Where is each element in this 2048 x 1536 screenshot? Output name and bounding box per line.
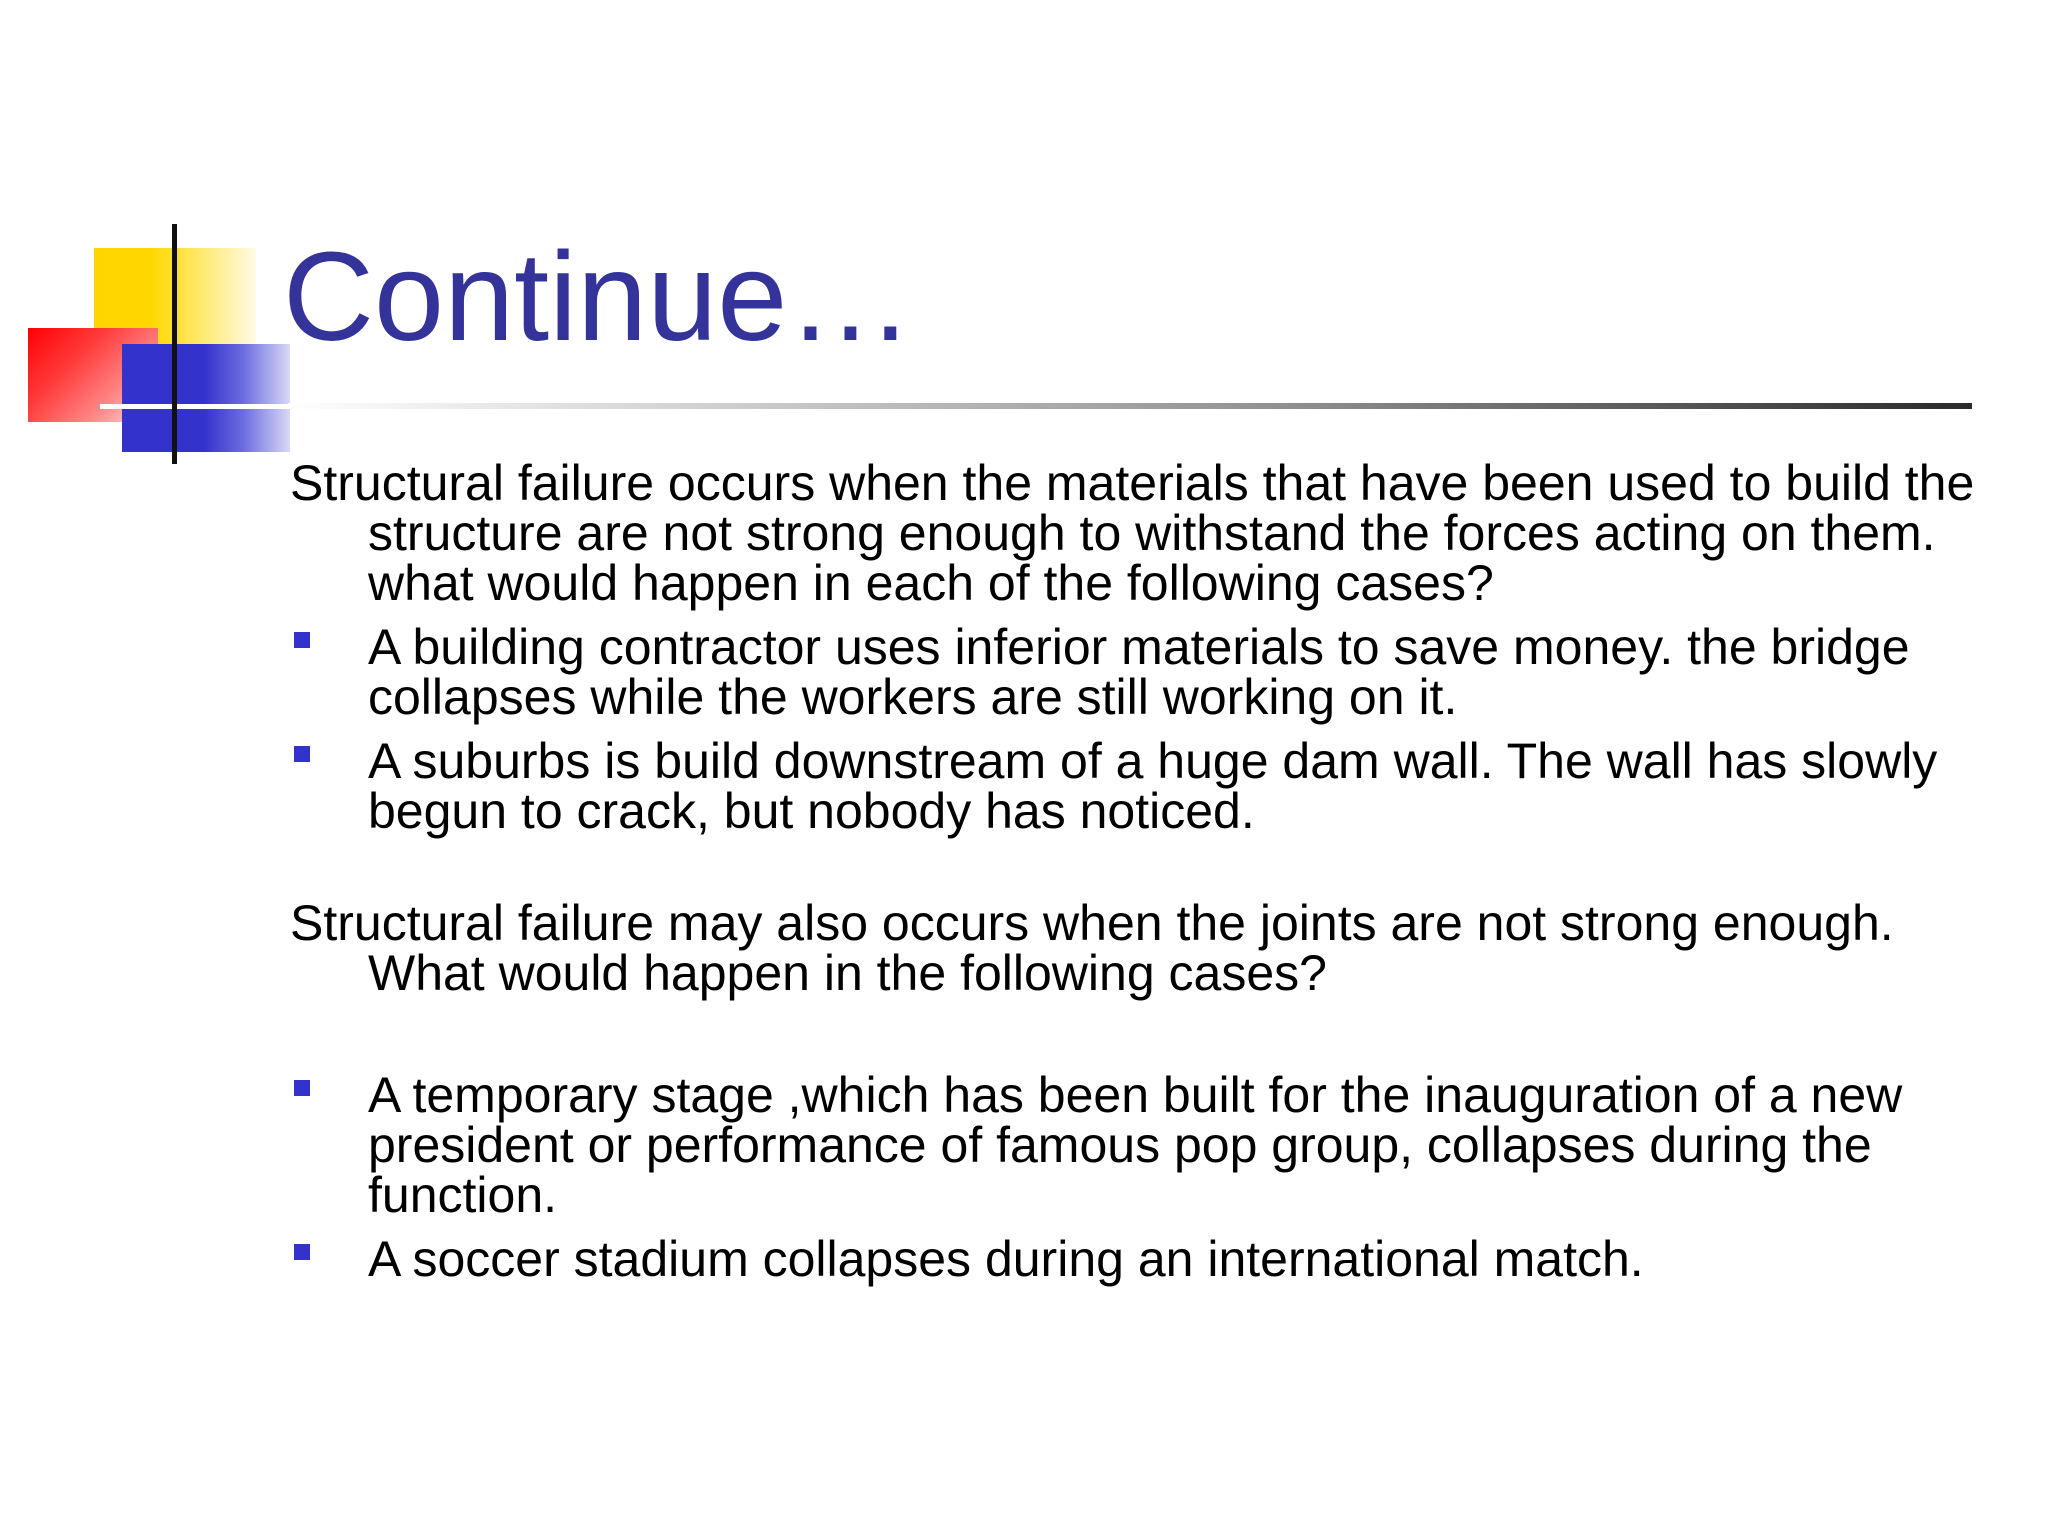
list-item xyxy=(290,619,2010,725)
slide-body xyxy=(290,455,2010,1287)
horizontal-line-decoration xyxy=(100,404,290,409)
paragraph-joints-failure: Structural failure may also occurs when the joints are not strong enough. What would happen in the following cases? xyxy=(290,895,1894,1001)
title-underline xyxy=(288,403,1972,409)
vertical-line-decoration xyxy=(172,224,177,464)
list-item xyxy=(290,1067,2010,1223)
list-item xyxy=(290,1231,2010,1287)
blue-gradient-decoration xyxy=(204,344,290,452)
square-bullet-icon xyxy=(294,632,310,648)
square-bullet-icon xyxy=(294,1080,310,1096)
bullet-text: A suburbs is build downstream of a huge dam wall. The wall has slowly begun to crack, but nobody has noticed. xyxy=(368,733,1938,839)
bullet-text: A building contractor uses inferior materials to save money. the bridge collapses while the workers are still working on it. xyxy=(368,619,1910,725)
bullet-text: A soccer stadium collapses during an international match. xyxy=(368,1231,1644,1287)
bullet-text: A temporary stage ,which has been built for the inauguration of a new president or performance of famous pop group, collapses during the function. xyxy=(368,1067,1903,1223)
blue-square-decoration xyxy=(122,344,204,452)
paragraph-materials-failure: Structural failure occurs when the materials that have been used to build the structure are not strong enough to withstand the forces acting on them. what would happen in each of the following cases? xyxy=(290,455,1975,611)
list-item xyxy=(290,733,2010,839)
square-bullet-icon xyxy=(294,1244,310,1260)
square-bullet-icon xyxy=(294,746,310,762)
slide-title: Continue… xyxy=(283,226,914,367)
